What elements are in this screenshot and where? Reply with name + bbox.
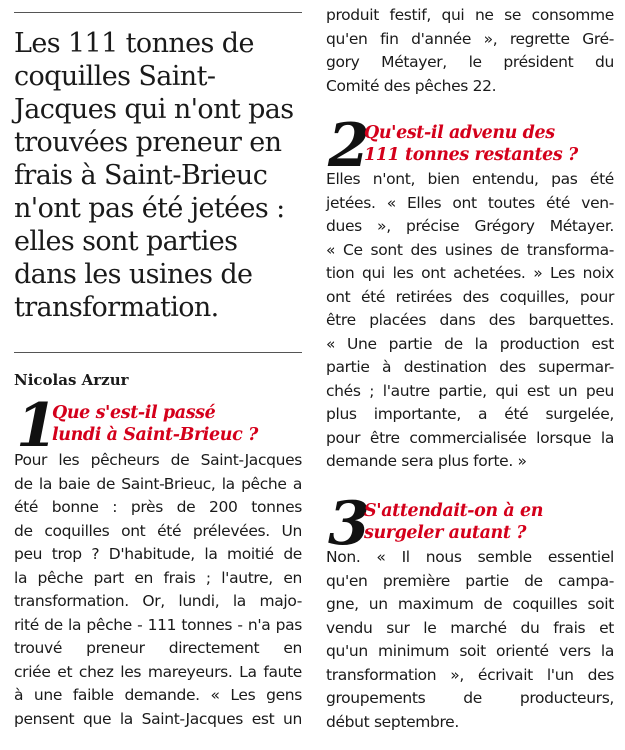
answer-1 xyxy=(14,449,302,731)
question-title-line: S'attendait-on à en xyxy=(364,501,544,521)
text-line: vendu sur le marché du frais et xyxy=(326,618,614,637)
answer-3 xyxy=(326,546,614,734)
question-title xyxy=(364,500,543,544)
answer-1-continued xyxy=(326,4,614,98)
text-line: la pêche part en frais ; l'autre, en xyxy=(14,568,302,587)
text-line: de la baie de Saint-Brieuc, la pêche a xyxy=(14,474,302,493)
question-title xyxy=(364,122,578,166)
answer-2 xyxy=(326,168,614,474)
text-line: chés ; l'autre partie, qui est un peu xyxy=(326,381,614,400)
text-line: partie à destination des supermar- xyxy=(326,358,614,376)
text-line: qu'en fin d'année », regrette Gré- xyxy=(326,29,614,48)
text-line: qu'un minimum soit orienté vers la xyxy=(326,642,614,660)
text-line: peu trop ? D'habitude, la moitié de xyxy=(14,545,302,563)
text-line: plus importante, a été surgelée, xyxy=(326,405,614,423)
text-line: gne, un maximum de coquilles soit xyxy=(326,595,614,613)
text-line: ont été retirées des coquilles, pour xyxy=(326,287,614,306)
text-line: « Ce sont des usines de transforma- xyxy=(326,240,614,259)
question-number: 2 xyxy=(328,111,370,181)
text-line: criée et chez les mareyeurs. La faute xyxy=(14,662,302,681)
text-line: transformation », écrivait l'un des xyxy=(326,665,614,684)
text-line: jetées. « Elles ont toutes été ven- xyxy=(326,193,614,212)
text-line: tion qui les ont achetées. » Les noix xyxy=(326,264,614,282)
author-byline: Nicolas Arzur xyxy=(14,371,129,389)
text-line: groupements de producteurs, xyxy=(326,689,614,707)
question-title xyxy=(52,402,258,446)
question-title-line: lundi à Saint-Brieuc ? xyxy=(52,425,258,445)
text-line: rité de la pêche - 111 tonnes - n'a pas xyxy=(14,615,302,634)
text-line: Pour les pêcheurs de Saint-Jacques xyxy=(14,451,302,469)
text-line: Comité des pêches 22. xyxy=(326,76,497,95)
question-number: 3 xyxy=(328,489,370,559)
text-line: Elles n'ont, bien entendu, pas été xyxy=(326,170,614,188)
text-line: être placées dans des barquettes. xyxy=(326,311,614,329)
text-line: produit festif, qui ne se consomme xyxy=(326,6,614,24)
text-line: début septembre. xyxy=(326,712,459,731)
text-line: « Une partie de la production est xyxy=(326,334,614,353)
text-line: gory Métayer, le président du xyxy=(326,53,614,71)
question-1 xyxy=(14,391,302,731)
text-line: transformation. Or, lundi, la majo- xyxy=(14,592,302,610)
right-column xyxy=(326,0,614,731)
text-line: trouvé preneur directement en xyxy=(14,639,302,657)
left-column xyxy=(14,0,302,728)
text-line: à une faible demande. « Les gens xyxy=(14,686,302,704)
text-line: demande sera plus forte. » xyxy=(326,452,527,470)
chapo: Les 111 tonnes de coquilles Saint-Jacques qui n'ont pas trouvées preneur en frais à Saint-Brieuc n'ont pas été jetées : elles sont parties dans les usines de transformation. xyxy=(14,28,294,323)
author-rule xyxy=(14,352,302,353)
text-line: été bonne : près de 200 tonnes xyxy=(14,498,302,516)
question-3 xyxy=(326,489,614,734)
question-number: 1 xyxy=(16,391,58,461)
text-line: Non. « Il nous semble essentiel xyxy=(326,548,614,566)
question-title-line: 111 tonnes restantes ? xyxy=(364,145,578,165)
question-title-line: Qu'est-il advenu des xyxy=(364,123,555,143)
text-line: pensent que la Saint-Jacques est un xyxy=(14,709,302,728)
question-title-line: Que s'est-il passé xyxy=(52,403,216,423)
top-rule xyxy=(14,12,302,13)
text-line: dues », précise Grégory Métayer. xyxy=(326,217,614,235)
text-line: qu'en première partie de campa- xyxy=(326,571,614,590)
text-line: de coquilles ont été prélevées. Un xyxy=(14,521,302,540)
question-title-line: surgeler autant ? xyxy=(364,523,527,543)
text-line: pour être commercialisée lorsque la xyxy=(326,428,614,447)
question-2 xyxy=(326,111,614,474)
